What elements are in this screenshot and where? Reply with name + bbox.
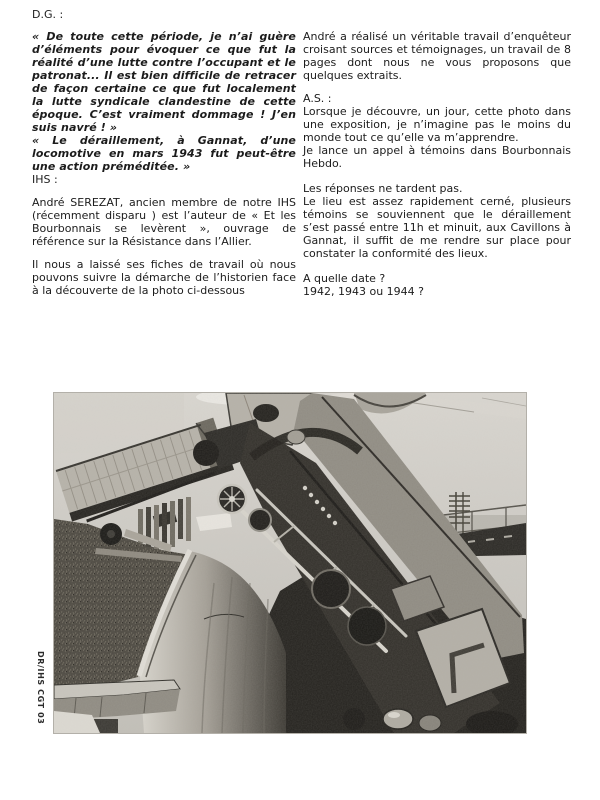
paragraph-appel-temoins: Je lance un appel à témoins dans Bourbonnais Hebdo.: [303, 144, 571, 170]
left-column: [32, 30, 296, 297]
initials-ihs: IHS :: [32, 173, 58, 186]
film-grain-overlay: [54, 393, 526, 733]
quote-paragraph-1: « De toute cette période, je n’ai guère d’éléments pour évoquer ce que fut la réalité d’une lutte contre l’occupant et le patronat... Il est bien difficile de retracer de façon certaine ce que fut localement la lutte syndicale clandestine de cette époque. C’est vraiment dommage ! J’en suis navré ! »: [32, 30, 296, 134]
paragraph-serezat: André SEREZAT, ancien membre de notre IHS (récemment disparu ) est l’auteur de « Et les Bourbonnais se levèrent », ouvrage de référence sur la Résistance dans l’Allier.: [32, 196, 296, 248]
question-years: 1942, 1943 ou 1944 ?: [303, 285, 425, 298]
right-column: [303, 30, 571, 298]
paragraph-lieu: Le lieu est assez rapidement cerné, plusieurs témoins se souviennent que le déraillement s’est passé entre 11h et minuit, aux Cavillons à Gannat, il suffit de me rendre sur place pour constater la conformité des lieux.: [303, 195, 571, 260]
paragraph-reponses: Les réponses ne tardent pas.: [303, 182, 463, 195]
initials-dg: D.G. :: [32, 8, 64, 21]
derailment-photo: [53, 392, 527, 734]
quote-paragraph-2: « Le déraillement, à Gannat, d’une locomotive en mars 1943 fut peut-être une action préméditée. »: [32, 134, 296, 173]
question-date: A quelle date ?: [303, 272, 386, 285]
photo-credit-caption: DR/IHS CGT 03: [36, 651, 45, 725]
paragraph-photo-discovery: Lorsque je découvre, un jour, cette photo dans une exposition, je n’imagine pas le moins du monde tout ce qu’elle va m’apprendre.: [303, 105, 571, 144]
paragraph-fiches: Il nous a laissé ses fiches de travail où nous pouvons suivre la démarche de l’historien face à la découverte de la photo ci-dessous: [32, 258, 296, 297]
paragraph-andre: André a réalisé un véritable travail d’enquêteur croisant sources et témoignages, un travail de 8 pages dont nous ne vous proposons que quelques extraits.: [303, 30, 571, 82]
derailment-photo-svg: [54, 393, 526, 733]
initials-as: A.S. :: [303, 92, 332, 105]
